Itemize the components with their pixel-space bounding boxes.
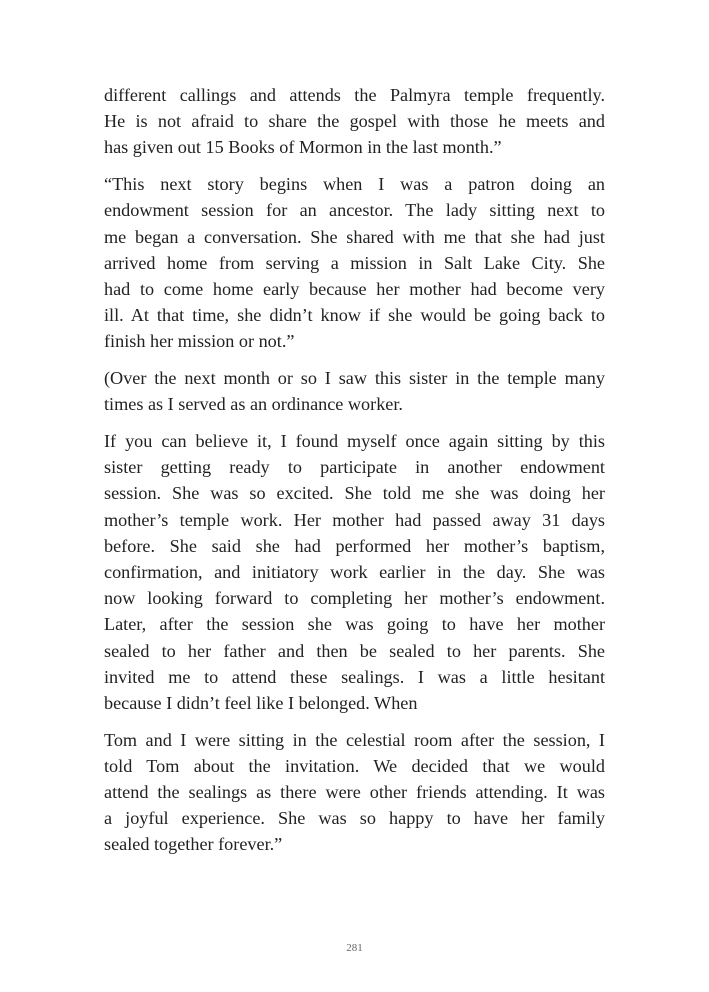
text-line: attend the sealings as there were other friends attending. It was (104, 782, 605, 803)
text-line: Later, after the session she was going to have her mother (104, 614, 605, 635)
text-line: sealed to her father and then be sealed to her parents. She (104, 640, 605, 661)
paragraph-5 (104, 727, 605, 858)
text-line: He is not afraid to share the gospel with those he meets and (104, 111, 605, 132)
text-line: me began a conversation. She shared with me that she had just (104, 226, 605, 247)
text-line: ill. At that time, she didn’t know if she would be going back to (104, 305, 605, 326)
text-line: sealed together forever.” (104, 834, 283, 855)
text-line: sister getting ready to participate in another endowment (104, 457, 605, 478)
text-line: session. She was so excited. She told me she was doing her (104, 483, 605, 504)
paragraph-3 (104, 365, 605, 417)
text-line: If you can believe it, I found myself once again sitting by this (104, 430, 605, 451)
text-line: before. She said she had performed her mother’s baptism, (104, 535, 605, 556)
paragraph-1 (104, 82, 605, 161)
text-line: had to come home early because her mother had become very (104, 278, 605, 299)
paragraph-2 (104, 171, 605, 354)
text-line: finish her mission or not.” (104, 331, 295, 352)
text-line: now looking forward to completing her mother’s endowment. (104, 588, 605, 609)
text-line: “This next story begins when I was a patron doing an (104, 174, 605, 195)
text-line: different callings and attends the Palmyra temple frequently. (104, 85, 605, 105)
text-line: times as I served as an ordinance worker. (104, 394, 403, 415)
text-line: mother’s temple work. Her mother had passed away 31 days (104, 509, 605, 530)
text-line: because I didn’t feel like I belonged. When (104, 692, 418, 713)
body-text (104, 82, 605, 868)
text-line: arrived home from serving a mission in Salt Lake City. She (104, 252, 605, 273)
text-line: endowment session for an ancestor. The lady sitting next to (104, 200, 605, 221)
text-line: has given out 15 Books of Mormon in the last month.” (104, 137, 502, 158)
text-line: told Tom about the invitation. We decided that we would (104, 755, 605, 776)
text-line: Tom and I were sitting in the celestial room after the session, I (104, 729, 605, 750)
text-line: (Over the next month or so I saw this sister in the temple many (104, 368, 605, 389)
text-line: confirmation, and initiatory work earlier in the day. She was (104, 561, 605, 582)
text-line: a joyful experience. She was so happy to have her family (104, 808, 605, 829)
page-number: 281 (346, 942, 363, 954)
paragraph-4 (104, 428, 605, 716)
text-line: invited me to attend these sealings. I was a little hesitant (104, 666, 605, 687)
